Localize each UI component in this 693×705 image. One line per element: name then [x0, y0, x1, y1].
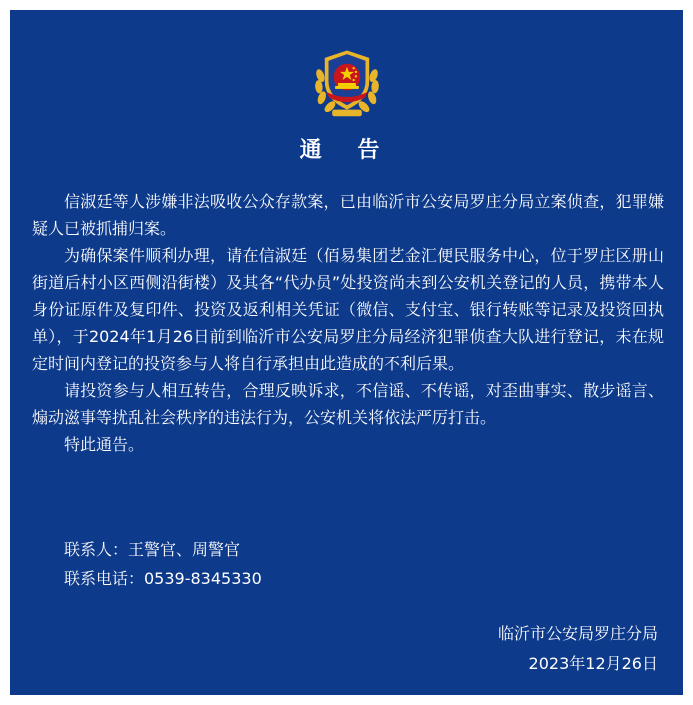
- contact-phone: 联系电话：0539-8345330: [64, 569, 262, 588]
- paragraph-warning: 请投资参与人相互转告，合理反映诉求，不信谣、不传谣，对歪曲事实、散步谣言、煽动滋事等扰乱社会秩序的违法行为，公安机关将依法严厉打击。: [32, 381, 664, 427]
- paragraph-registration: 为确保案件顺利办理，请在信淑廷（佰易集团艺金汇便民服务中心，位于罗庄区册山街道后村小区西侧沿街楼）及其各“代办员”处投资尚未到公安机关登记的人员，携带本人身份证原件及复印件、投资及返利相关凭证（微信、支付宝、银行转账等记录及投资回执单），于2024年1月26日前到临沂市公安局罗庄分局经济犯罪侦查大队进行登记，未在规定时间内登记的投资参与人将自行承担由此造成的不利后果。: [32, 246, 664, 373]
- issuer-name: 临沂市公安局罗庄分局: [497, 624, 658, 643]
- paragraph-closing: 特此通告。: [64, 435, 145, 454]
- notice-panel: [10, 10, 683, 695]
- notice-body: [32, 188, 664, 458]
- paragraph-case-filed: 信淑廷等人涉嫌非法吸收公众存款案，已由临沂市公安局罗庄分局立案侦查，犯罪嫌疑人已被抓捕归案。: [32, 192, 664, 238]
- issue-date: 2023年12月26日: [528, 654, 658, 673]
- police-emblem-icon: [310, 46, 384, 120]
- contact-person: 联系人：王警官、周警官: [64, 540, 241, 559]
- notice-title: 通 告: [299, 138, 394, 163]
